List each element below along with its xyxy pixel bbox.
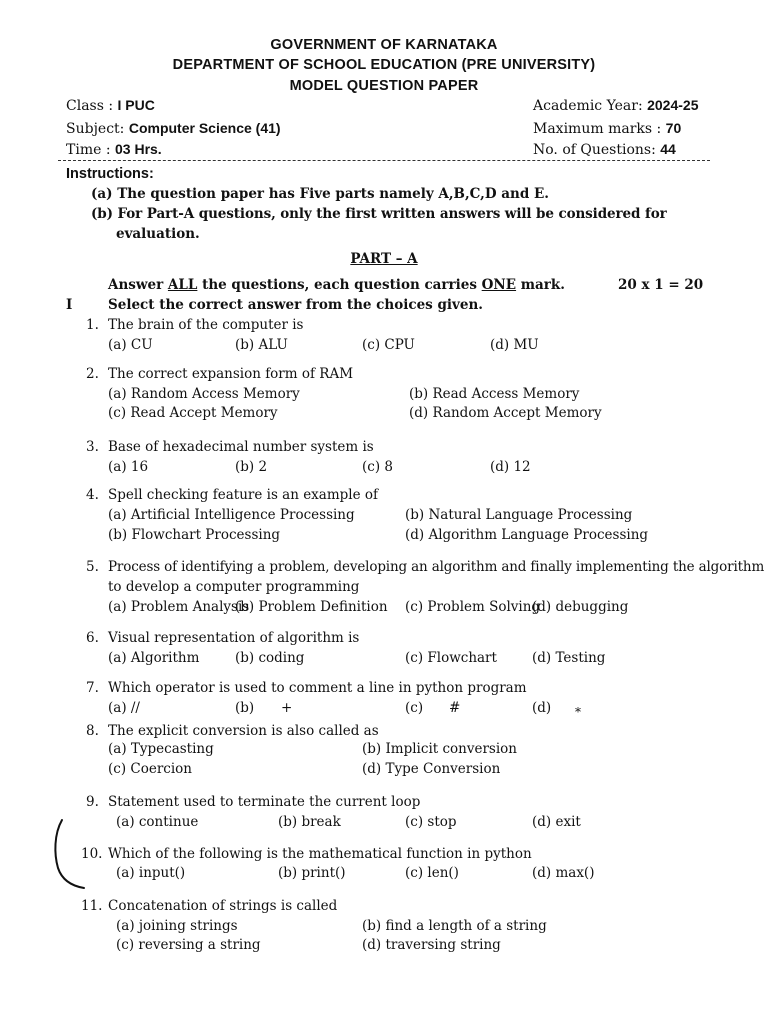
option: (a) continue (116, 814, 199, 830)
section-title: Select the correct answer from the choices given. (108, 297, 483, 313)
option: (a) joining strings (116, 918, 238, 934)
question-number: 7. (86, 680, 99, 696)
question-text: The explicit conversion is also called as (108, 723, 379, 739)
year-value: 2024-25 (647, 97, 699, 113)
subject-label: Subject: (66, 121, 129, 137)
header-line-1: GOVERNMENT OF KARNATAKA (270, 37, 498, 53)
question-text: Base of hexadecimal number system is (108, 439, 374, 455)
subject-info (66, 120, 281, 137)
question-text: Process of identifying a problem, developing an algorithm and finally implementing the algorithm (108, 559, 765, 575)
option: (c) 8 (362, 459, 393, 475)
instruction-b-line2: evaluation. (116, 226, 200, 242)
option: (a) Artificial Intelligence Processing (108, 507, 355, 523)
option: (d) Type Conversion (362, 761, 501, 777)
option: (d) Testing (532, 650, 606, 666)
class-label: Class : (66, 98, 118, 114)
questions-label: No. of Questions: (533, 142, 661, 158)
option-label: (c) (405, 700, 424, 716)
instructions-title: Instructions: (66, 166, 154, 182)
option: (a) Algorithm (108, 650, 200, 666)
question-number: 4. (86, 487, 99, 503)
part-instruction-mid: the questions, each question carries (197, 277, 482, 293)
subject-value: Computer Science (41) (128, 120, 281, 136)
option-value: # (449, 700, 461, 716)
question-text: Visual representation of algorithm is (108, 630, 360, 646)
dashed-divider (58, 160, 710, 161)
option: (d) traversing string (362, 937, 501, 953)
question-number: 6. (86, 630, 99, 646)
question-text: Concatenation of strings is called (108, 898, 338, 914)
option: (a) Problem Analysis (108, 599, 250, 615)
question-text: The brain of the computer is (108, 317, 304, 333)
marks-label: Maximum marks : (533, 121, 666, 137)
header-line-2: DEPARTMENT OF SCHOOL EDUCATION (PRE UNIVERSITY) (172, 57, 596, 73)
instruction-a: (a) The question paper has Five parts namely A,B,C,D and E. (91, 186, 549, 202)
option: (b) Implicit conversion (362, 741, 517, 757)
option: (d) 12 (490, 459, 531, 475)
option: (b) break (278, 814, 341, 830)
question-number: 5. (86, 559, 99, 575)
time-info (66, 141, 162, 158)
option: (c) len() (405, 865, 459, 881)
time-value: 03 Hrs. (115, 141, 162, 157)
marks-value: 70 (665, 120, 682, 136)
option: (c) Flowchart (405, 650, 497, 666)
part-instruction-suffix: mark. (516, 277, 565, 293)
question-text-continued: to develop a computer programming (108, 579, 360, 595)
time-label: Time : (66, 142, 115, 158)
option: (b) Read Access Memory (409, 386, 580, 402)
question-number: 3. (86, 439, 99, 455)
part-instruction-one: ONE (481, 277, 517, 293)
option-label: (d) (532, 700, 552, 716)
option-label: (b) (235, 700, 255, 716)
option: (d) Algorithm Language Processing (405, 527, 649, 543)
option: (c) reversing a string (116, 937, 261, 953)
option: (b) Problem Definition (235, 599, 388, 615)
question-text: Which of the following is the mathematical function in python (108, 846, 532, 862)
option: (c) CPU (362, 337, 415, 353)
option: (b) Flowchart Processing (108, 527, 281, 543)
part-instruction (108, 277, 565, 293)
option: (b) find a length of a string (362, 918, 547, 934)
section-numeral: I (66, 297, 73, 313)
option: (b) coding (235, 650, 305, 666)
option: (c) Problem Solving (405, 599, 541, 615)
option-value: * (575, 705, 581, 719)
option: (a) Typecasting (108, 741, 214, 757)
option: (b) print() (278, 865, 346, 881)
question-number: 8. (86, 723, 99, 739)
question-text: The correct expansion form of RAM (108, 366, 354, 382)
year-label: Academic Year: (533, 98, 648, 114)
option: (b) ALU (235, 337, 288, 353)
year-info (533, 97, 699, 114)
option: (a) input() (116, 865, 186, 881)
class-value: I PUC (117, 97, 155, 113)
question-number: 2. (86, 366, 99, 382)
question-number: 1. (86, 317, 99, 333)
questions-info (533, 141, 676, 158)
question-number: 10. (81, 846, 103, 862)
option: (d) exit (532, 814, 581, 830)
question-number: 11. (81, 898, 103, 914)
question-number: 9. (86, 794, 99, 810)
option: (a) // (108, 700, 140, 716)
header-line-3: MODEL QUESTION PAPER (289, 78, 479, 94)
option: (c) Read Accept Memory (108, 405, 278, 421)
option: (d) MU (490, 337, 539, 353)
instruction-b-line1: (b) For Part-A questions, only the first written answers will be considered for (91, 206, 667, 222)
part-marks: 20 x 1 = 20 (618, 277, 704, 293)
option: (c) stop (405, 814, 457, 830)
option: (b) Natural Language Processing (405, 507, 633, 523)
option-value: + (281, 700, 293, 716)
option: (b) 2 (235, 459, 268, 475)
option: (a) 16 (108, 459, 149, 475)
question-text: Statement used to terminate the current loop (108, 794, 421, 810)
option: (d) debugging (532, 599, 629, 615)
part-instruction-all: ALL (167, 277, 198, 293)
option: (a) Random Access Memory (108, 386, 300, 402)
part-instruction-prefix: Answer (108, 277, 168, 293)
question-text: Which operator is used to comment a line in python program (108, 680, 527, 696)
class-info (66, 97, 155, 114)
part-title: PART – A (350, 251, 418, 267)
questions-value: 44 (660, 141, 676, 157)
option: (d) max() (532, 865, 595, 881)
question-text: Spell checking feature is an example of (108, 487, 379, 503)
marks-info (533, 120, 681, 137)
option: (d) Random Accept Memory (409, 405, 602, 421)
option: (c) Coercion (108, 761, 192, 777)
option: (a) CU (108, 337, 153, 353)
